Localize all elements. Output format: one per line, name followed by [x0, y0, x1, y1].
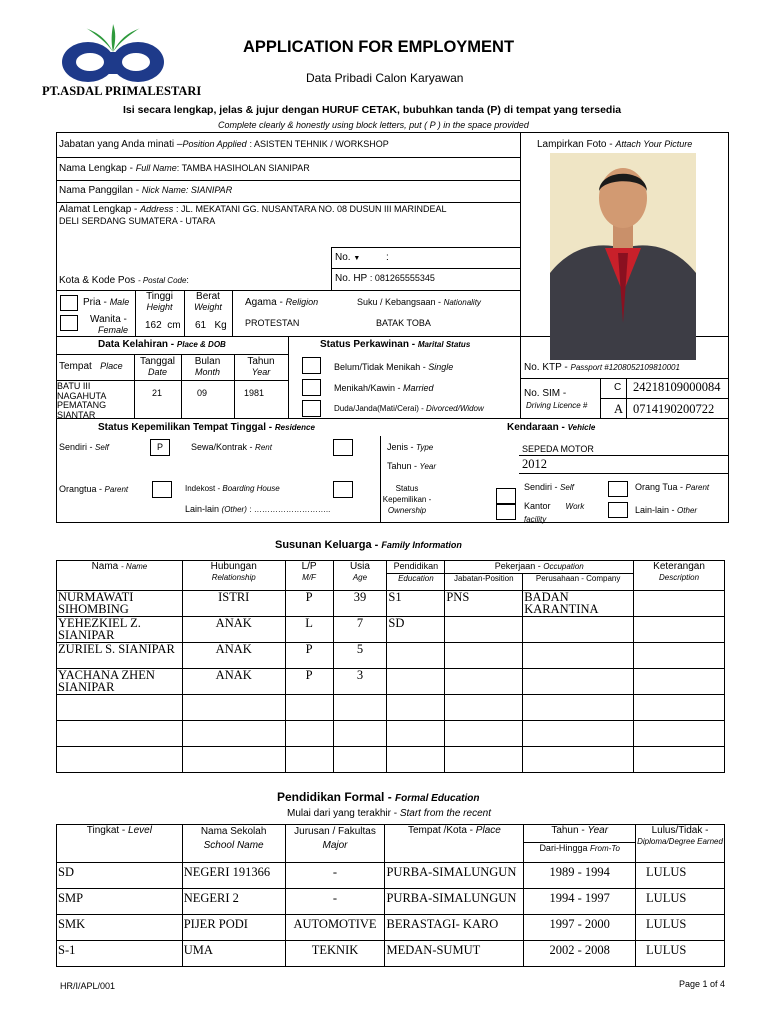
family-cell-relation[interactable] [182, 695, 285, 721]
birth-month-label: Bulan Month [194, 356, 221, 377]
family-col-education-en: Education [387, 574, 445, 591]
education-cell-years[interactable]: 1994 - 1997 [524, 889, 636, 915]
birth-date-value[interactable]: 21 [152, 388, 163, 398]
family-cell-age[interactable] [333, 747, 387, 773]
education-cell-major[interactable]: TEKNIK [285, 941, 385, 967]
family-cell-age[interactable]: 39 [333, 591, 387, 617]
family-cell-education[interactable] [387, 695, 445, 721]
education-cell-major[interactable]: - [285, 863, 385, 889]
sim-number[interactable]: 0714190200722 [633, 402, 715, 416]
religion-label: Agama - Religion [245, 297, 319, 308]
family-col-relation: Hubungan Relationship [182, 561, 285, 591]
male-label: Pria - Male [83, 297, 130, 308]
family-cell-name[interactable] [57, 695, 183, 721]
religion-value[interactable]: PROTESTAN [245, 318, 300, 328]
family-table [56, 560, 725, 773]
nickname-value[interactable]: : SIANIPAR [185, 185, 233, 195]
married-checkbox[interactable] [302, 379, 321, 396]
education-table [56, 824, 725, 967]
family-cell-sex[interactable]: P [285, 591, 333, 617]
education-cell-level[interactable]: SD [57, 863, 183, 889]
edu-col-place: Tempat /Kota - Place [385, 825, 524, 863]
instruction-indonesian: Isi secara lengkap, jelas & jujur dengan HURUF CETAK, bubuhkan tanda (P) di tempat yang tersedia [123, 104, 622, 116]
family-cell-description[interactable] [634, 695, 725, 721]
female-label: Wanita - [90, 314, 127, 325]
education-cell-years[interactable]: 2002 - 2008 [524, 941, 636, 967]
residence-boarding-checkbox[interactable] [333, 481, 353, 498]
education-cell-place[interactable]: BERASTAGI- KARO [385, 915, 524, 941]
family-cell-position[interactable] [445, 669, 523, 695]
edu-col-fromto: Dari-Hingga From-To [524, 843, 636, 863]
family-col-occupation: Pekerjaan - Occupation [445, 561, 634, 574]
weight-label: Berat Weight [194, 291, 222, 312]
vehicle-ownership-label: Status Kepemilikan - Ownership [382, 484, 432, 515]
education-cell-major[interactable]: - [285, 889, 385, 915]
nickname-row: Nama Panggilan - Nick Name: SIANIPAR [59, 185, 233, 196]
education-row [57, 915, 725, 941]
family-cell-position[interactable]: PNS [445, 591, 523, 617]
family-row [57, 643, 725, 669]
education-cell-result[interactable]: LULUS [636, 941, 725, 967]
photo-label: Lampirkan Foto - Attach Your Picture [537, 139, 693, 150]
family-cell-name[interactable]: ZURIEL S. SIANIPAR [57, 643, 183, 669]
education-cell-school[interactable]: UMA [182, 941, 285, 967]
ktp-label: No. KTP - Passport #1208052109810001 [524, 362, 680, 373]
page-title: APPLICATION FOR EMPLOYMENT [243, 38, 515, 56]
position-label: Jabatan yang Anda minati – [59, 139, 183, 150]
family-cell-relation[interactable] [182, 721, 285, 747]
position-label-en: Position Applied [182, 139, 247, 149]
divorced-checkbox[interactable] [302, 400, 321, 417]
family-cell-name[interactable]: YEHEZKIEL Z. SIANIPAR [57, 617, 183, 643]
family-cell-company[interactable] [523, 747, 634, 773]
instruction-english: Complete clearly & honestly using block letters, put ( P ) in the space provided [218, 120, 529, 130]
ktp-letter: C [614, 382, 622, 393]
vehicle-type-label: Jenis - Type [387, 442, 434, 452]
single-label: Belum/Tidak Menikah - Single [334, 362, 454, 372]
vehicle-other-checkbox[interactable] [608, 502, 628, 518]
edu-col-school: Nama Sekolah School Name [182, 825, 285, 863]
company-logo [58, 22, 168, 84]
family-col-education: Pendidikan [387, 561, 445, 574]
education-cell-school[interactable]: NEGERI 2 [182, 889, 285, 915]
vehicle-self-label: Sendiri - Self [524, 482, 574, 492]
education-row [57, 863, 725, 889]
birth-section-title: Data Kelahiran - Place & DOB [98, 339, 226, 350]
family-cell-position[interactable] [445, 747, 523, 773]
height-value[interactable]: 162 cm [145, 320, 181, 331]
family-cell-company[interactable] [523, 643, 634, 669]
female-label-en: Female [98, 325, 129, 335]
family-cell-company[interactable] [523, 617, 634, 643]
education-cell-major[interactable]: AUTOMOTIVE [285, 915, 385, 941]
phone-value[interactable]: : 081265555345 [369, 273, 435, 283]
vehicle-parent-checkbox[interactable] [608, 481, 628, 497]
education-row [57, 941, 725, 967]
education-cell-place[interactable]: PURBA-SIMALUNGUN [385, 863, 524, 889]
edu-col-major: Jurusan / Fakultas Major [285, 825, 385, 863]
residence-section-title: Status Kepemilikan Tempat Tinggal - Residence [98, 422, 315, 433]
city-row: Kota & Kode Pos - Postal Code: [59, 275, 189, 286]
education-cell-school[interactable]: PIJER PODI [182, 915, 285, 941]
residence-parent-checkbox[interactable] [152, 481, 172, 498]
education-cell-result[interactable]: LULUS [636, 915, 725, 941]
fullname-value[interactable]: : TAMBA HASIHOLAN SIANIPAR [176, 163, 310, 173]
family-cell-sex[interactable] [285, 721, 333, 747]
family-row [57, 747, 725, 773]
applicant-photo [550, 153, 696, 360]
family-cell-education[interactable] [387, 747, 445, 773]
family-cell-position[interactable] [445, 617, 523, 643]
family-cell-relation[interactable]: ANAK [182, 643, 285, 669]
divorced-label: Duda/Janda(Mati/Cerai) - Divorced/Widow [334, 404, 484, 413]
sim-letter: A [614, 402, 624, 416]
family-cell-description[interactable] [634, 643, 725, 669]
residence-rent-label: Sewa/Kontrak - Rent [191, 442, 272, 452]
family-row [57, 591, 725, 617]
family-cell-relation[interactable]: ANAK [182, 669, 285, 695]
residence-boarding-label: Indekost - Boarding House [185, 484, 280, 493]
education-cell-result[interactable]: LULUS [636, 889, 725, 915]
family-cell-sex[interactable] [285, 695, 333, 721]
ktp-number[interactable]: 24218109000084 [633, 380, 721, 394]
family-cell-relation[interactable]: ANAK [182, 617, 285, 643]
address-line2[interactable]: DELI SERDANG SUMATERA - UTARA [59, 216, 216, 226]
married-label: Menikah/Kawin - Married [334, 383, 434, 393]
family-cell-sex[interactable]: P [285, 669, 333, 695]
family-col-description: Keterangan Description [634, 561, 725, 591]
family-col-position: Jabatan-Position [445, 574, 523, 591]
vehicle-parent-label: Orang Tua - Parent [635, 482, 710, 492]
family-cell-name[interactable] [57, 747, 183, 773]
page-number: Page 1 of 4 [679, 979, 726, 989]
family-cell-sex[interactable]: P [285, 643, 333, 669]
house-number-label: No. ▼ [335, 252, 361, 263]
education-cell-level[interactable]: SMK [57, 915, 183, 941]
residence-other-label: Lain-lain (Other) : ……………………….. [185, 504, 331, 514]
family-cell-relation[interactable] [182, 747, 285, 773]
family-cell-sex[interactable]: L [285, 617, 333, 643]
position-row [59, 139, 389, 150]
phone-row: No. HP : 081265555345 [335, 273, 435, 284]
family-row [57, 617, 725, 643]
family-cell-age[interactable]: 3 [333, 669, 387, 695]
education-cell-level[interactable]: SMP [57, 889, 183, 915]
education-cell-years[interactable]: 1997 - 2000 [524, 915, 636, 941]
education-cell-level[interactable]: S-1 [57, 941, 183, 967]
family-cell-education[interactable] [387, 669, 445, 695]
birth-year-label: Tahun Year [247, 356, 275, 377]
form-code: HR/I/APL/001 [60, 981, 116, 991]
company-name: PT.ASDAL PRIMALESTARI [42, 84, 202, 98]
position-value[interactable]: : ASISTEN TEHNIK / WORKSHOP [249, 139, 389, 149]
address-line1[interactable]: : JL. MEKATANI GG. NUSANTARA NO. 08 DUSUN III MARINDEAL [175, 204, 447, 214]
vehicle-year-label: Tahun - Year [387, 461, 437, 471]
family-cell-age[interactable] [333, 721, 387, 747]
family-row [57, 695, 725, 721]
family-cell-company[interactable] [523, 695, 634, 721]
family-cell-education[interactable] [387, 721, 445, 747]
family-cell-description[interactable] [634, 669, 725, 695]
family-cell-company[interactable] [523, 721, 634, 747]
residence-parent-label: Orangtua - Parent [59, 484, 129, 494]
family-cell-age[interactable]: 5 [333, 643, 387, 669]
marital-section-title: Status Perkawinan - Marital Status [320, 339, 471, 350]
education-cell-result[interactable]: LULUS [636, 863, 725, 889]
family-cell-name[interactable] [57, 721, 183, 747]
family-cell-name[interactable]: YACHANA ZHEN SIANIPAR [57, 669, 183, 695]
nationality-label: Suku / Kebangsaan - Nationality [357, 297, 481, 307]
height-label: Tinggi Height [146, 291, 173, 312]
family-cell-age[interactable]: 7 [333, 617, 387, 643]
edu-col-year: Tahun - Year [524, 825, 636, 843]
male-checkbox[interactable] [60, 295, 78, 311]
family-cell-name[interactable]: NURMAWATI SIHOMBING [57, 591, 183, 617]
family-cell-education[interactable]: S1 [387, 591, 445, 617]
family-cell-company[interactable] [523, 669, 634, 695]
address-row: Alamat Lengkap - Address : JL. MEKATANI GG. NUSANTARA NO. 08 DUSUN III MARINDEAL [59, 204, 447, 215]
fullname-row: Nama Lengkap - Full Name: TAMBA HASIHOLAN SIANIPAR [59, 163, 310, 174]
sim-label: No. SIM - [524, 388, 567, 399]
family-cell-age[interactable] [333, 695, 387, 721]
family-cell-relation[interactable]: ISTRI [182, 591, 285, 617]
vehicle-year-value[interactable]: 2012 [522, 457, 547, 471]
page-subtitle: Data Pribadi Calon Karyawan [306, 71, 464, 85]
birth-place-value[interactable]: BATU III NAGAHUTA PEMATANG SIANTAR [57, 382, 107, 418]
education-section-subtitle: Mulai dari yang terakhir - Start from the recent [287, 808, 491, 819]
family-col-age: Usia Age [333, 561, 387, 591]
residence-rent-checkbox[interactable] [333, 439, 353, 456]
family-cell-description[interactable] [634, 721, 725, 747]
house-number-value[interactable]: : [386, 252, 389, 263]
family-cell-company[interactable]: BADAN KARANTINA [523, 591, 634, 617]
education-cell-school[interactable]: NEGERI 191366 [182, 863, 285, 889]
family-col-name: Nama - Name [57, 561, 183, 591]
sim-label-en: Driving Licence # [526, 401, 588, 410]
nationality-value[interactable]: BATAK TOBA [376, 318, 431, 328]
residence-self-checkbox[interactable]: P [150, 439, 170, 456]
vehicle-type-value[interactable]: SEPEDA MOTOR [522, 444, 594, 454]
birth-date-label: Tanggal Date [139, 356, 176, 377]
family-cell-education[interactable] [387, 643, 445, 669]
vehicle-office-checkbox[interactable] [496, 504, 516, 520]
family-cell-description[interactable] [634, 747, 725, 773]
family-col-sex: L/P M/F [285, 561, 333, 591]
vehicle-self-checkbox[interactable] [496, 488, 516, 504]
education-cell-years[interactable]: 1989 - 1994 [524, 863, 636, 889]
family-cell-position[interactable] [445, 643, 523, 669]
family-section-title: Susunan Keluarga - Family Information [275, 539, 462, 551]
education-section-title: Pendidikan Formal - Formal Education [277, 790, 480, 804]
education-cell-place[interactable]: MEDAN-SUMUT [385, 941, 524, 967]
education-cell-place[interactable]: PURBA-SIMALUNGUN [385, 889, 524, 915]
education-row [57, 889, 725, 915]
family-cell-position[interactable] [445, 721, 523, 747]
vehicle-section-title: Kendaraan - Vehicle [507, 422, 596, 433]
residence-self-label: Sendiri - Self [59, 442, 109, 452]
vehicle-other-label: Lain-lain - Other [635, 505, 698, 515]
birth-year-value[interactable]: 1981 [244, 388, 265, 398]
vehicle-office-label: Kantor Work facility [524, 501, 585, 524]
family-row [57, 721, 725, 747]
single-checkbox[interactable] [302, 357, 321, 374]
female-checkbox[interactable] [60, 315, 78, 331]
birth-month-value[interactable]: 09 [197, 388, 208, 398]
family-cell-sex[interactable] [285, 747, 333, 773]
birth-place-label: Tempat Place [59, 361, 123, 372]
family-cell-description[interactable] [634, 617, 725, 643]
family-col-company: Perusahaan - Company [523, 574, 634, 591]
family-cell-description[interactable] [634, 591, 725, 617]
weight-value[interactable]: 61 Kg [195, 320, 227, 331]
edu-col-graduated: Lulus/Tidak - Diploma/Degree Earned [636, 825, 725, 863]
edu-col-level: Tingkat - Level [57, 825, 183, 863]
family-row [57, 669, 725, 695]
family-cell-position[interactable] [445, 695, 523, 721]
family-cell-education[interactable]: SD [387, 617, 445, 643]
